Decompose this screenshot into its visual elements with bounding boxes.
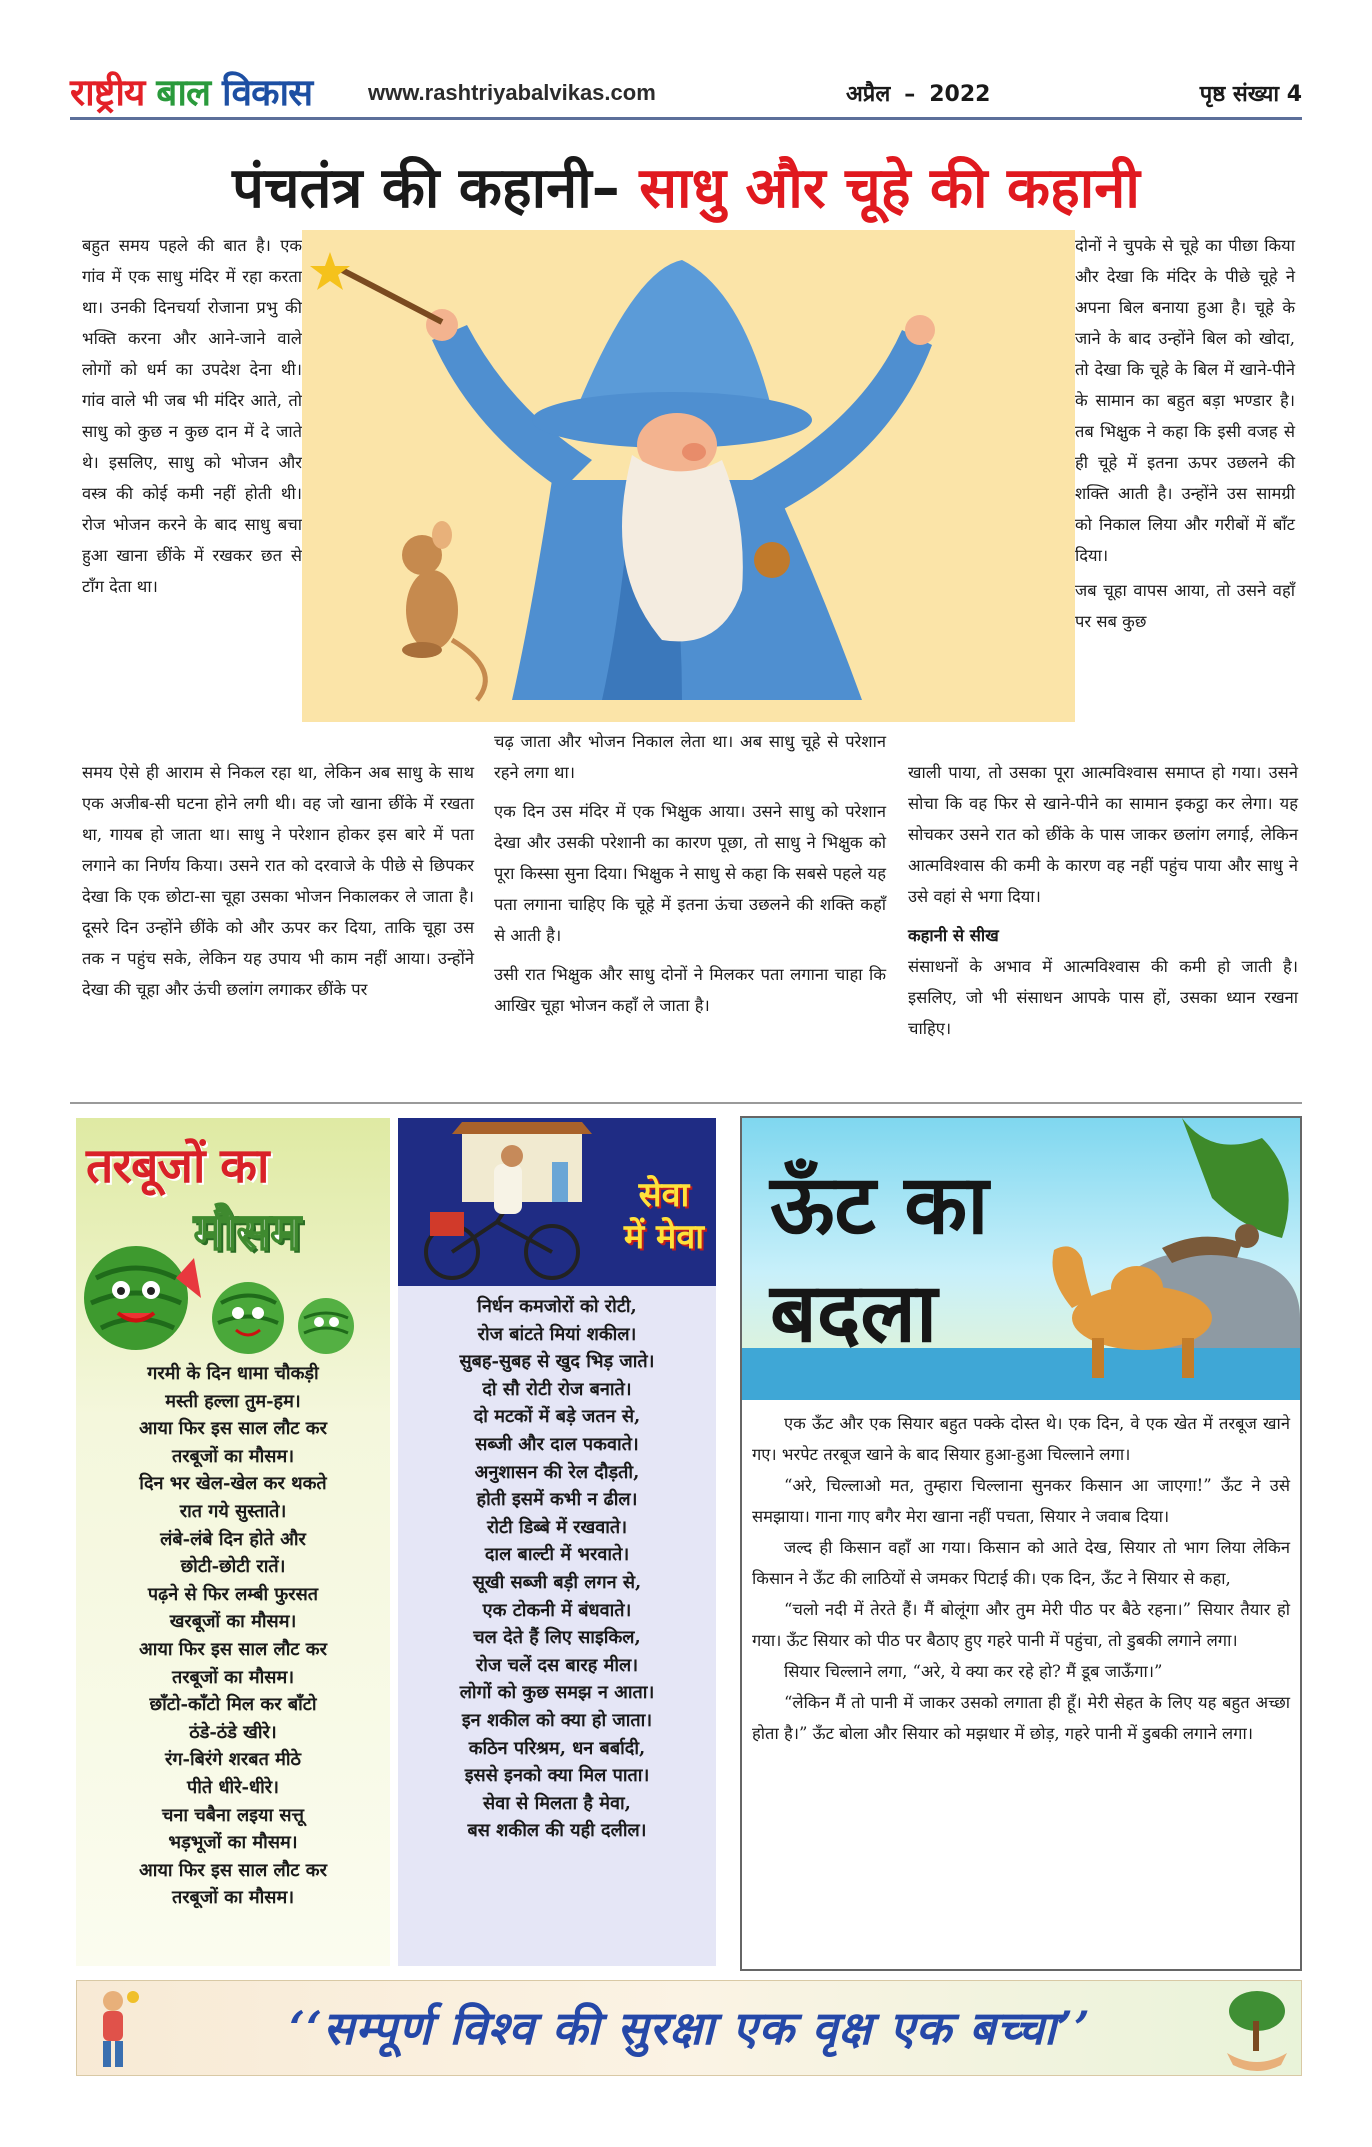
story-col2-para-2: एक दिन उस मंदिर में एक भिक्षुक आया। उसने साधु को परेशान देखा और उसकी परेशानी का कारण पूछा, तो साधु ने भिक्षुक को पूरा किस्सा सुना दिया। भिक्षुक ने साधु से कहा कि सबसे पहले यह पता लगाना चाहिए कि चूहे में इतना ऊंचा उछलने की शक्ति कहाँ से आती है। — [494, 802, 886, 945]
camel-story-para: “चलो नदी में तेरते हैं। मैं बोलूंगा और तुम मेरी पीठ पर बैठे रहना।” सियार तैयार हो गया। ऊँट सियार को पीठ पर बैठाए हुए गहरे पानी में पहुंचा, तो डुबकी लगाने लगा। — [752, 1600, 1290, 1650]
poem-line: बस शकील की यही दलील। — [467, 1820, 647, 1842]
masthead-logo: राष्ट्रीय बाल विकास — [70, 71, 313, 114]
story-right-column — [1075, 230, 1295, 637]
watermelon-poem-title-1: तरबूजों का — [86, 1138, 269, 1194]
poem-line: छाँटो-काँटो मिल कर बाँटो — [149, 1694, 317, 1716]
camel-story-para: सियार चिल्लाने लगा, “अरे, ये क्या कर रहे हो? मैं डूब जाऊँगा।” — [784, 1662, 1163, 1681]
watermelon-poem-box — [76, 1118, 390, 1966]
camel-story-para: “अरे, चिल्लाओ मत, तुम्हारा चिल्लाना सुनकर किसान आ जाएगा!” ऊँट ने उसे समझाया। गाना गाए बगैर मेरा खाना नहीं पचता, सियार ने जवाब दिया। — [752, 1476, 1290, 1526]
slogan-text: ‘‘सम्पूर्ण विश्व की सुरक्षा एक वृक्ष एक बच्चा’’ — [289, 2001, 1091, 2055]
issue-month: अप्रैल — [846, 82, 891, 107]
poem-line: दो मटकों में बड़े जतन से, — [473, 1406, 641, 1428]
camel-story-header — [742, 1118, 1300, 1400]
camel-story-box — [740, 1116, 1302, 1971]
camel-story-title-1: ऊँट का — [770, 1158, 989, 1253]
poem-line: एक टोकनी में बंधवाते। — [482, 1599, 632, 1621]
watermelon-poem-text — [76, 1360, 390, 1912]
camel-story-title — [770, 1152, 988, 1368]
story-column-3 — [908, 757, 1298, 1044]
page-number: पृष्ठ संख्या 4 — [1199, 82, 1302, 107]
poem-line: दाल बाल्टी में भरवाते। — [484, 1544, 630, 1566]
seva-poem-title — [614, 1174, 714, 1258]
poem-line: खरबूजों का मौसम। — [169, 1611, 297, 1633]
poem-line: निर्धन कमजोरों को रोटी, — [477, 1296, 637, 1317]
poem-line: दो सौ रोटी रोज बनाते। — [482, 1378, 632, 1400]
poem-line: सब्जी और दाल पकवाते। — [475, 1433, 639, 1455]
poem-line: पढ़ने से फिर लम्बी फुरसत — [147, 1583, 319, 1605]
story-col2-para-3: उसी रात भिक्षुक और साधु दोनों ने मिलकर पता लगाना चाहा कि आखिर चूहा भोजन कहाँ ले जाता है। — [494, 965, 886, 1015]
story-column-2 — [494, 726, 886, 1021]
poem-line: सूखी सब्जी बड़ी लगन से, — [472, 1571, 642, 1593]
poem-line: इससे इनको क्या मिल पाता। — [464, 1765, 650, 1787]
story-col3-para-1: खाली पाया, तो उसका पूरा आत्मविश्वास समाप्त हो गया। उसने सोचा कि वह फिर से खाने-पीने का सामान इकट्ठा कर लेगा। यह सोचकर उसने रात को छींके के पास जाकर छलांग लगाई, लेकिन आत्मविश्वास की कमी के कारण वह नहीं पहुंच पाया और साधु ने उसे वहां से भगा दिया। — [908, 763, 1298, 906]
poem-line: छोटी-छोटी रातें। — [180, 1556, 286, 1578]
poem-line: तरबूजों का मौसम। — [171, 1445, 295, 1467]
story-right-para-2: जब चूहा वापस आया, तो उसने वहाँ पर सब कुछ — [1075, 581, 1295, 631]
slogan-banner — [76, 1980, 1302, 2076]
poem-line: रंग-बिरंगे शरबत मीठे — [165, 1749, 301, 1771]
seva-poem-title-2: में मेवा — [623, 1217, 705, 1257]
story-left-column: बहुत समय पहले की बात है। एक गांव में एक साधु मंदिर में रहा करता था। उनकी दिनचर्या रोजाना प्रभु की भक्ति करना और आने-जाने वाले लोगों को धर्म का उपदेश देना थी। गांव वाले भी जब भी मंदिर आते, तो साधु को कुछ न कुछ दान में दे जाते थे। इसलिए, साधु को भोजन और वस्त्र की कोई कमी नहीं होती थी। रोज भोजन करने के बाद साधु बचा हुआ खाना छींके में रखकर छत से टाँग देता था। — [82, 236, 302, 596]
poem-line: कठिन परिश्रम, धन बर्बादी, — [468, 1737, 646, 1759]
story-title-series: पंचतंत्र की कहानी– — [232, 156, 620, 221]
issue-date — [846, 78, 990, 108]
poem-line: होती इसमें कभी न ढील। — [476, 1489, 638, 1511]
story-right-para: दोनों ने चुपके से चूहे का पीछा किया और देखा कि मंदिर के पीछे चूहे ने अपना बिल बनाया हुआ है। चूहे के जाने के बाद उन्होंने बिल को खोदा, तो देखा कि चूहे के बिल में खाने-पीने के सामान का बहुत बड़ा भण्डार है। तब भिक्षुक ने कहा कि इसी वजह से ही चूहे में इतना ऊपर उछलने की शक्ति आती है। उन्होंने उस सामग्री को निकाल लिया और गरीबों में बाँट दिया। — [1075, 236, 1295, 565]
poem-line: तरबूजों का मौसम। — [171, 1666, 295, 1688]
tree-in-hand-icon — [1221, 1987, 1291, 2071]
issue-year: 2022 — [929, 82, 991, 107]
date-dash: – — [904, 82, 916, 107]
poem-line: ठंडे-ठंडे खीरे। — [189, 1721, 277, 1743]
poem-line: सेवा से मिलता है मेवा, — [483, 1792, 631, 1814]
poem-line: पीते धीरे-धीरे। — [187, 1776, 279, 1798]
child-with-flower-icon — [85, 1987, 145, 2071]
poem-line: आया फिर इस साल लौट कर — [139, 1418, 327, 1440]
poem-line: सुबह-सुबह से खुद भिड़ जाते। — [459, 1351, 655, 1373]
poem-line: लंबे-लंबे दिन होते और — [160, 1528, 306, 1550]
poem-line: रोज बांटते मियां शकील। — [477, 1323, 637, 1345]
poem-line: लोगों को कुछ समझ न आता। — [459, 1682, 655, 1704]
poem-line: आया फिर इस साल लौट कर — [139, 1859, 327, 1881]
seva-poem-title-1: सेवा — [638, 1175, 690, 1215]
poem-line: मस्ती हल्ला तुम-हम। — [165, 1390, 301, 1412]
poem-line: रात गये सुस्ताते। — [179, 1500, 287, 1522]
poem-line: चल देते हैं लिए साइकिल, — [473, 1627, 641, 1649]
poem-line: आया फिर इस साल लौट कर — [139, 1638, 327, 1660]
camel-story-para: “लेकिन मैं तो पानी में जाकर उसको लगाता ही हूँ। मेरी सेहत के लिए यह बहुत अच्छा होता है।” ऊँट बोला और सियार को मझधार में छोड़, गहरे पानी में डुबकी लगाने लगा। — [752, 1693, 1290, 1743]
camel-story-para: एक ऊँट और एक सियार बहुत पक्के दोस्त थे। एक दिन, वे एक खेत में तरबूज खाने गए। भरपेट तरबूज खाने के बाद सियार हुआ-हुआ चिल्लाने लगा। — [752, 1414, 1290, 1464]
poem-line: अनुशासन की रेल दौड़ती, — [474, 1461, 640, 1483]
lesson-heading: कहानी से सीख — [908, 926, 999, 945]
poem-line: रोज चलें दस बारह मील। — [475, 1654, 639, 1676]
poem-line: इन शकील को क्या हो जाता। — [461, 1709, 653, 1731]
header-divider — [70, 117, 1302, 120]
poem-line: दिन भर खेल-खेल कर थकते — [139, 1473, 327, 1495]
seva-poem-text — [398, 1293, 716, 1845]
watermelon-poem-header — [76, 1118, 390, 1358]
story-title — [0, 150, 1372, 228]
seva-poem-box — [398, 1118, 716, 1966]
story-title-main: साधु और चूहे की कहानी — [639, 156, 1140, 221]
lesson-text: संसाधनों के अभाव में आत्मविश्वास की कमी हो जाती है। इसलिए, जो भी संसाधन आपके पास हों, उसका ध्यान रखना चाहिए। — [908, 957, 1298, 1038]
story-col2-para-1: चढ़ जाता और भोजन निकाल लेता था। अब साधु चूहे से परेशान रहने लगा था। — [494, 732, 886, 782]
watermelon-poem-title-2: मौसम — [194, 1203, 301, 1261]
website-link[interactable]: www.rashtriyabalvikas.com — [368, 80, 656, 105]
seva-poem-header — [398, 1118, 716, 1286]
camel-story-title-2: बदला — [770, 1266, 938, 1361]
story-column-1: समय ऐसे ही आराम से निकल रहा था, लेकिन अब साधु के साथ एक अजीब-सी घटना होने लगी थी। वह जो खाना छींके में रखता था, गायब हो जाता था। साधु ने परेशान होकर इस बारे में पता लगाने का निर्णय किया। उसने रात को दरवाजे के पीछे से छिपकर देखा कि एक छोटा-सा चूहा उसका भोजन निकालकर ले जाता है। दूसरे दिन उन्होंने छींके को और ऊपर कर दिया, ताकि चूहा उस तक न पहुंच सके, लेकिन यह उपाय भी काम नहीं आया। उन्होंने देखा की चूहा और ऊंची छलांग लगाकर छींके पर — [82, 763, 474, 999]
camel-story-text — [752, 1408, 1290, 1749]
poem-line: चना चबैना लइया सत्तू — [162, 1804, 304, 1826]
poem-line: तरबूजों का मौसम। — [171, 1887, 295, 1909]
poem-line: भड़भूजों का मौसम। — [168, 1832, 298, 1854]
camel-story-para: जल्द ही किसान वहाँ आ गया। किसान को आते देख, सियार तो भाग लिया लेकिन किसान ने ऊँट की लाठियों से जमकर पिटाई की। एक दिन, ऊँट ने सियार से कहा, — [752, 1538, 1290, 1588]
poem-line: रोटी डिब्बे में रखवाते। — [486, 1516, 628, 1538]
cyclist-illustration — [402, 1122, 612, 1282]
watermelon-illustration — [76, 1218, 390, 1358]
poem-line: गरमी के दिन धामा चौकड़ी — [147, 1363, 319, 1384]
saint-and-mouse-illustration — [302, 230, 1075, 722]
section-divider — [70, 1102, 1302, 1104]
